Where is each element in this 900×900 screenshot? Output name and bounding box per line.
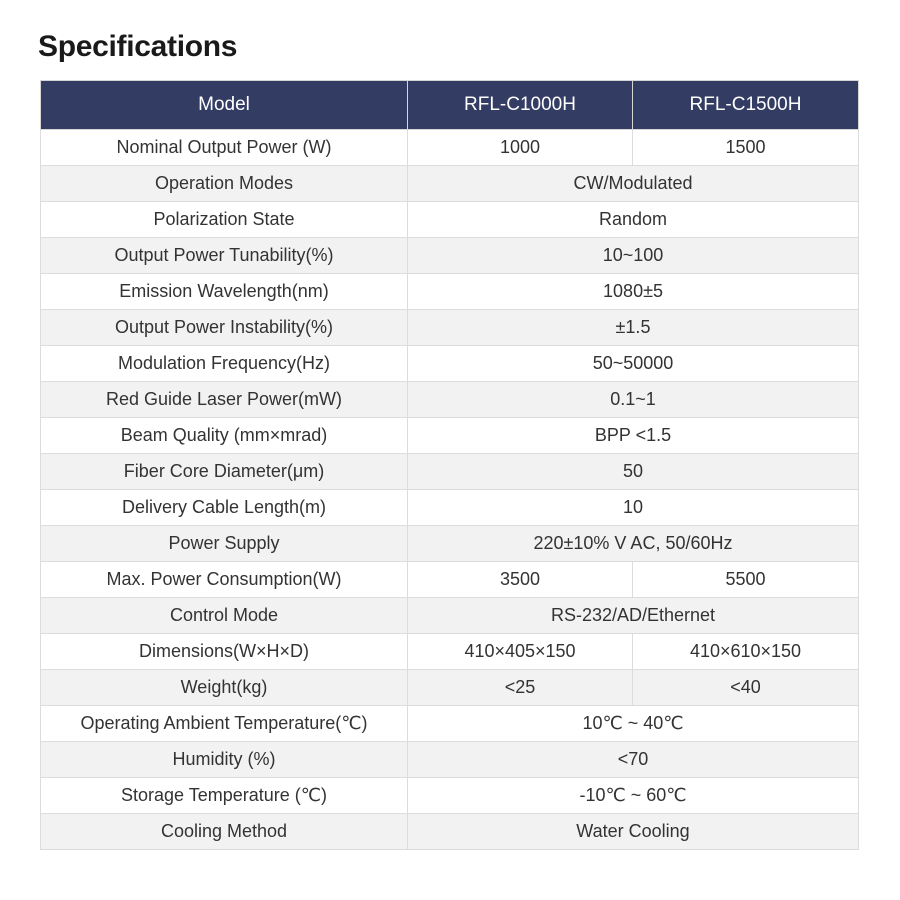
row-label: Delivery Cable Length(m) <box>41 490 408 526</box>
table-row <box>41 562 859 598</box>
row-label: Polarization State <box>41 202 408 238</box>
row-label: Output Power Tunability(%) <box>41 238 408 274</box>
row-label: Cooling Method <box>41 814 408 850</box>
column-header-model: Model <box>41 81 408 130</box>
table-row <box>41 382 859 418</box>
row-value-shared: 10 <box>408 490 859 526</box>
column-header-rfl-c1000h: RFL-C1000H <box>408 81 633 130</box>
row-value-shared: <70 <box>408 742 859 778</box>
row-value-rfl-c1500h: 410×610×150 <box>633 634 859 670</box>
page-title: Specifications <box>38 30 238 63</box>
row-label: Emission Wavelength(nm) <box>41 274 408 310</box>
table-row <box>41 238 859 274</box>
row-value-rfl-c1000h: 410×405×150 <box>408 634 633 670</box>
row-label: Storage Temperature (℃) <box>41 778 408 814</box>
table-row <box>41 670 859 706</box>
row-value-rfl-c1500h: 5500 <box>633 562 859 598</box>
table-row <box>41 274 859 310</box>
specifications-table <box>40 80 859 850</box>
table-row <box>41 418 859 454</box>
row-label: Control Mode <box>41 598 408 634</box>
row-value-rfl-c1500h: <40 <box>633 670 859 706</box>
row-label: Max. Power Consumption(W) <box>41 562 408 598</box>
table-row <box>41 598 859 634</box>
row-label: Beam Quality (mm×mrad) <box>41 418 408 454</box>
row-label: Nominal Output Power (W) <box>41 130 408 166</box>
row-value-shared: BPP <1.5 <box>408 418 859 454</box>
table-row <box>41 526 859 562</box>
table-row <box>41 814 859 850</box>
table-row <box>41 490 859 526</box>
row-value-shared: 50 <box>408 454 859 490</box>
row-value-shared: Water Cooling <box>408 814 859 850</box>
row-value-shared: RS-232/AD/Ethernet <box>408 598 859 634</box>
row-label: Operation Modes <box>41 166 408 202</box>
row-label: Operating Ambient Temperature(℃) <box>41 706 408 742</box>
row-value-rfl-c1000h: 1000 <box>408 130 633 166</box>
row-label: Dimensions(W×H×D) <box>41 634 408 670</box>
row-label: Weight(kg) <box>41 670 408 706</box>
row-value-shared: 220±10% V AC, 50/60Hz <box>408 526 859 562</box>
row-value-shared: 0.1~1 <box>408 382 859 418</box>
table-row <box>41 454 859 490</box>
table-row <box>41 778 859 814</box>
table-row <box>41 202 859 238</box>
table-row <box>41 310 859 346</box>
row-label: Fiber Core Diameter(μm) <box>41 454 408 490</box>
table-row <box>41 130 859 166</box>
table-row <box>41 634 859 670</box>
table-row <box>41 742 859 778</box>
row-value-shared: ±1.5 <box>408 310 859 346</box>
row-value-rfl-c1500h: 1500 <box>633 130 859 166</box>
row-label: Red Guide Laser Power(mW) <box>41 382 408 418</box>
table-header-row <box>41 81 859 130</box>
table-row <box>41 346 859 382</box>
row-value-shared: Random <box>408 202 859 238</box>
row-value-rfl-c1000h: 3500 <box>408 562 633 598</box>
table-row <box>41 166 859 202</box>
row-value-shared: -10℃ ~ 60℃ <box>408 778 859 814</box>
table-body <box>41 130 859 850</box>
row-label: Output Power Instability(%) <box>41 310 408 346</box>
row-value-shared: 10℃ ~ 40℃ <box>408 706 859 742</box>
row-value-shared: 50~50000 <box>408 346 859 382</box>
table-row <box>41 706 859 742</box>
row-value-shared: 10~100 <box>408 238 859 274</box>
row-label: Modulation Frequency(Hz) <box>41 346 408 382</box>
row-label: Humidity (%) <box>41 742 408 778</box>
row-value-rfl-c1000h: <25 <box>408 670 633 706</box>
row-value-shared: CW/Modulated <box>408 166 859 202</box>
column-header-rfl-c1500h: RFL-C1500H <box>633 81 859 130</box>
row-value-shared: 1080±5 <box>408 274 859 310</box>
row-label: Power Supply <box>41 526 408 562</box>
